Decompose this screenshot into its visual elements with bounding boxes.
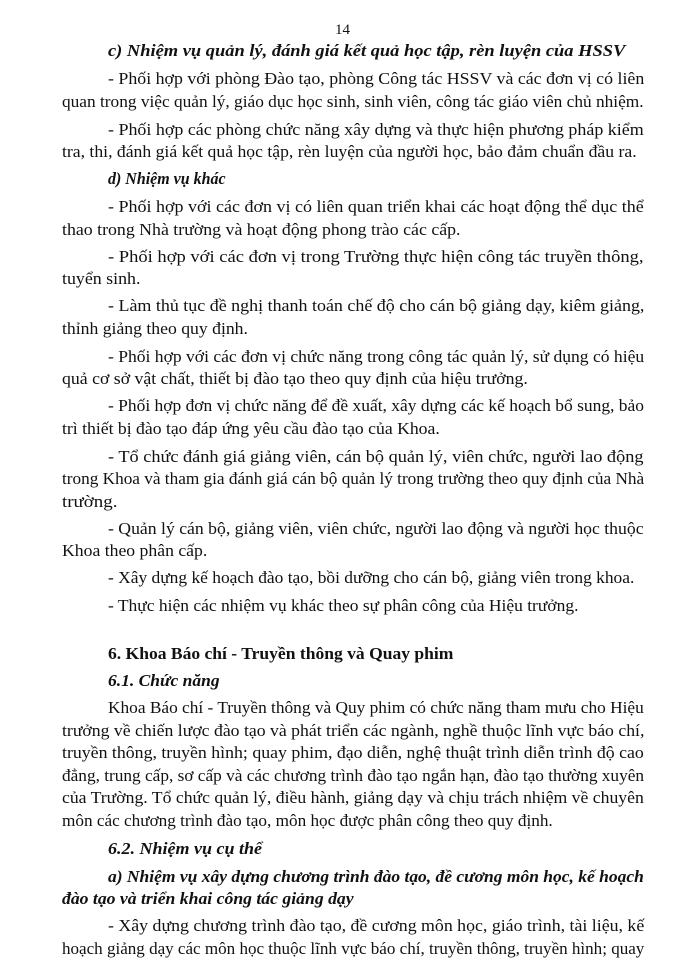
text-line: - Phối hợp các phòng chức năng xây dựng và thực hiện phương pháp kiểm [108,119,644,139]
text-line: - Phối hợp với các đơn vị có liên quan triển khai các hoạt động thể dục thể [108,197,644,217]
text-line: hoạch giảng dạy các môn học thuộc lĩnh vực báo chí, truyền thông, truyền hình; quay [62,938,645,958]
text-line: trưởng về chiến lược đào tạo và phát triển các ngành, nghề thuộc lĩnh vực báo chí, [62,720,645,740]
text-line: - Phối hợp đơn vị chức năng để đề xuất, xây dựng các kế hoạch bổ sung, bảo [108,396,644,416]
text-line: đào tạo và triển khai công tác giảng dạy [62,889,354,909]
text-line: trong Khoa và tham gia đánh giá cán bộ quản lý trong trường theo quy định của Nhà [62,469,645,489]
text-line: c) Nhiệm vụ quản lý, đánh giá kết quả học tập, rèn luyện của HSSV [108,41,626,61]
text-line: a) Nhiệm vụ xây dựng chương trình đào tạo, đề cương môn học, kế hoạch [108,866,644,886]
text-line: Khoa theo phân cấp. [62,541,208,561]
text-line: - Phối hợp với các đơn vị chức năng trong công tác quản lý, sử dụng có hiệu [108,346,645,366]
text-line: đẳng, trung cấp, sơ cấp và các chương trình đào tạo ngắn hạn, đào tạo thường xuyên [62,765,645,785]
text-line: - Thực hiện các nhiệm vụ khác theo sự phân công của Hiệu trưởng. [108,596,579,616]
text-line: - Làm thủ tục đề nghị thanh toán chế độ cho cán bộ giảng dạy, kiêm giảng, [108,296,645,316]
text-line: - Phối hợp với phòng Đào tạo, phòng Công tác HSSV và các đơn vị có liên [108,69,645,89]
text-line: 6.1. Chức năng [108,671,220,691]
text-line: thỉnh giảng theo quy định. [62,318,248,338]
text-line: - Phối hợp với các đơn vị trong Trường thực hiện công tác truyền thông, [108,246,644,266]
text-line: - Xây dựng chương trình đào tạo, đề cương môn học, giáo trình, tài liệu, kế [108,916,645,936]
page-number: 14 [335,22,350,38]
text-line: Khoa Báo chí - Truyền thông và Quy phim có chức năng tham mưu cho Hiệu [108,698,644,718]
text-line: môn các chương trình đào tạo, môn học được phân công theo quy định. [62,810,553,830]
text-line: trì thiết bị đào tạo đáp ứng yêu cầu đào tạo của Khoa. [62,418,440,438]
text-line: - Xây dựng kế hoạch đào tạo, bồi dưỡng cho cán bộ, giảng viên trong khoa. [108,568,635,588]
text-line: 6.2. Nhiệm vụ cụ thể [108,838,263,858]
text-line: tra, thi, đánh giá kết quả học tập, rèn luyện của người học, bảo đảm chuẩn đầu ra. [62,142,637,162]
text-line: của Trường. Tổ chức quản lý, điều hành, giảng dạy và chịu trách nhiệm về chuyên [62,788,644,808]
text-line: d) Nhiệm vụ khác [108,169,226,189]
text-line: tuyển sinh. [62,269,141,289]
text-line: quả cơ sở vật chất, thiết bị đào tạo theo quy định của hiệu trưởng. [62,369,528,389]
text-line: thao trong Nhà trường và hoạt động phong trào các cấp. [62,219,461,239]
text-line: truyền thông, truyền hình; quay phim, đạo diễn, nghệ thuật trình diễn trình độ cao [62,743,644,763]
text-line: 6. Khoa Báo chí - Truyền thông và Quay phim [108,644,454,664]
text-line: - Quản lý cán bộ, giảng viên, viên chức, người lao động và người học thuộc [108,518,644,538]
text-line: trường. [62,491,118,511]
text-line: - Tổ chức đánh giá giảng viên, cán bộ quản lý, viên chức, người lao động [108,446,644,466]
text-line: quan trong việc quản lý, giáo dục học sinh, sinh viên, công tác giáo viên chủ nhiệm. [62,91,644,111]
